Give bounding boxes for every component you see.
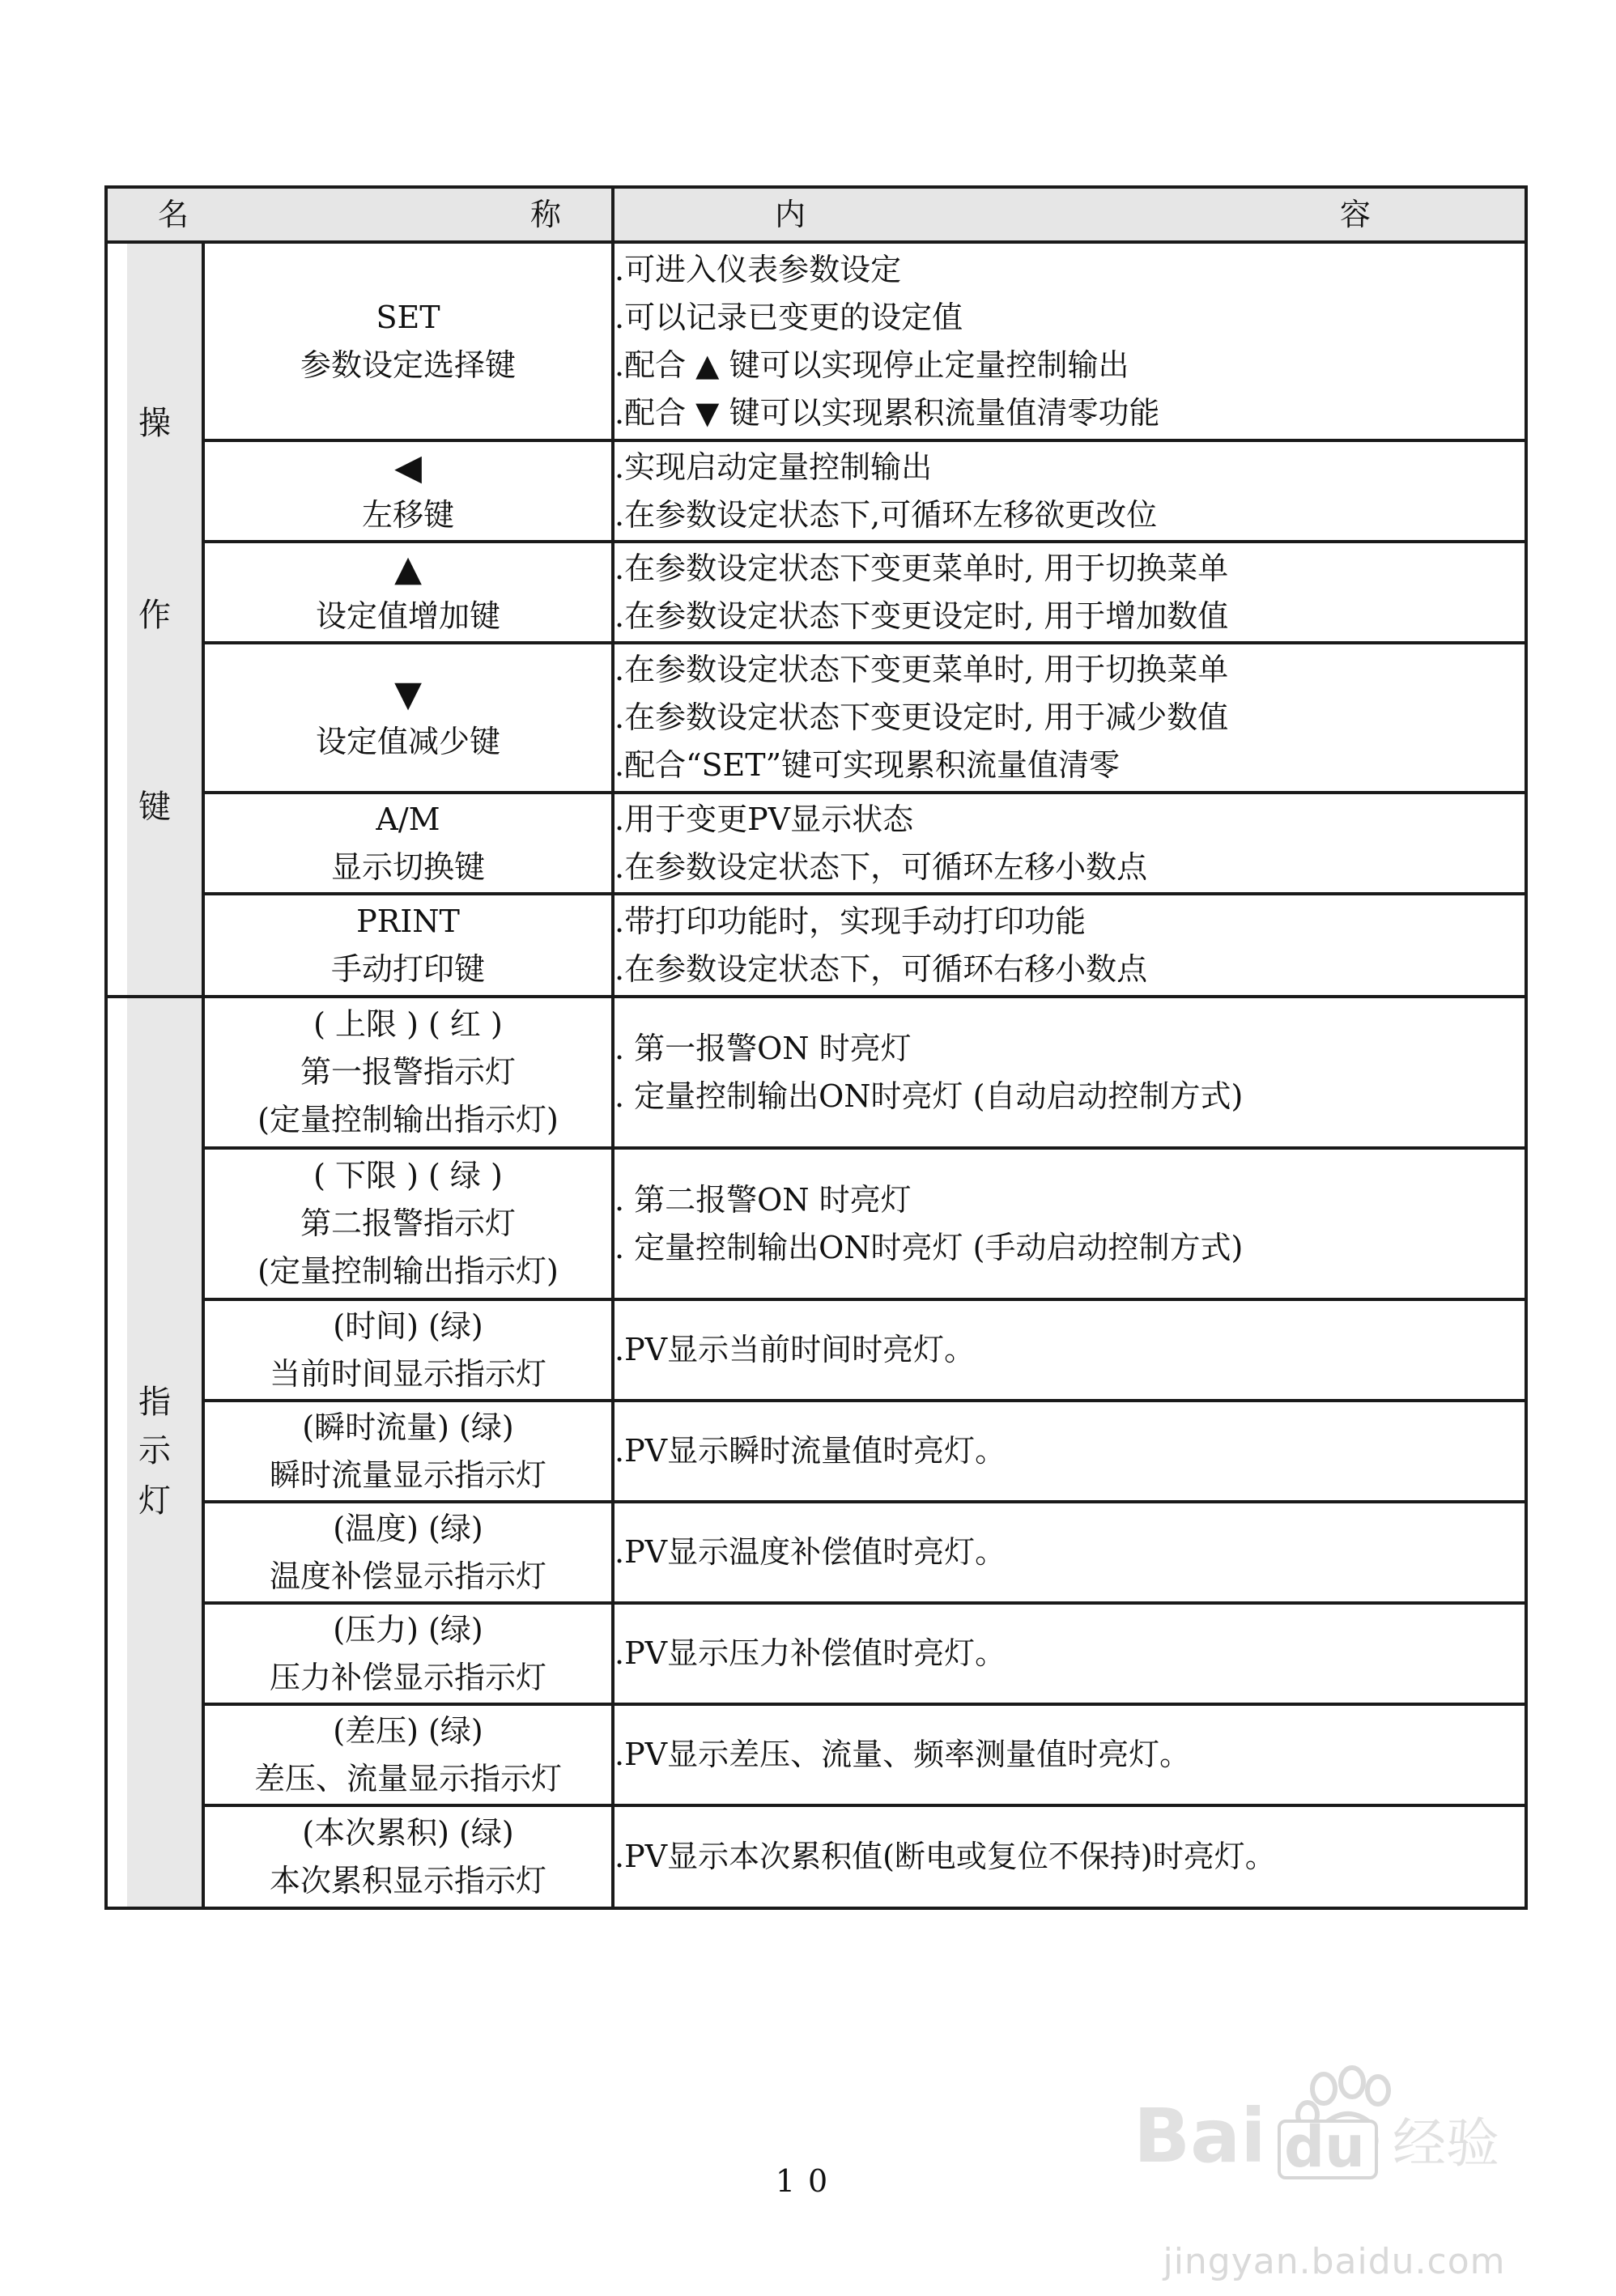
page-number: 10 xyxy=(775,2163,841,2199)
key-desc-set xyxy=(613,242,1526,440)
group-keys xyxy=(106,242,203,997)
light-name-alarm1 xyxy=(203,997,613,1148)
baidu-watermark-logo xyxy=(1133,2040,1522,2234)
group-lights-char-3: 灯 xyxy=(138,1482,171,1520)
key-desc-print xyxy=(613,894,1526,997)
header-name-char-1: 名 xyxy=(158,196,189,232)
light-tag-instant-flow: (瞬时流量) (绿) xyxy=(302,1409,514,1445)
desc-line: .在参数设定状态下变更设定时, 用于增加数值 xyxy=(615,597,1229,634)
light-desc-instant-flow xyxy=(613,1401,1526,1502)
light-title-time: 当前时间显示指示灯 xyxy=(269,1355,546,1392)
light-tag-alarm1: ( 上限 ) ( 红 ) xyxy=(313,1006,503,1042)
light-tag-alarm2: ( 下限 ) ( 绿 ) xyxy=(313,1158,503,1193)
desc-line: . 第一报警ON 时亮灯 xyxy=(615,1030,912,1066)
light-name-temperature xyxy=(203,1502,613,1603)
desc-line: .在参数设定状态下变更设定时, 用于减少数值 xyxy=(615,699,1229,735)
light-sub-alarm2: (定量控制输出指示灯) xyxy=(257,1253,559,1289)
group-lights-char-2: 示 xyxy=(138,1432,171,1469)
down-arrow-icon: ▼ xyxy=(394,673,422,715)
desc-line: .配合 ▲ 键可以实现停止定量控制输出 xyxy=(615,347,1129,383)
desc-line: .配合“SET”键可实现累积流量值清零 xyxy=(615,747,1121,783)
light-title-accumulation: 本次累积显示指示灯 xyxy=(269,1862,546,1898)
light-desc-temperature xyxy=(613,1502,1526,1603)
light-tag-temperature: (温度) (绿) xyxy=(333,1510,483,1546)
key-name-down xyxy=(203,643,613,793)
key-desc-left xyxy=(613,440,1526,542)
light-title-diff-pressure: 差压、流量显示指示灯 xyxy=(253,1760,562,1796)
svg-text:du: du xyxy=(1284,2114,1365,2180)
desc-line: .PV显示瞬时流量值时亮灯。 xyxy=(615,1433,1006,1469)
desc-line: .在参数设定状态下，可循环右移小数点 xyxy=(615,950,1148,987)
desc-line: .在参数设定状态下变更菜单时, 用于切换菜单 xyxy=(615,550,1229,586)
light-name-instant-flow xyxy=(203,1401,613,1502)
desc-line: .可进入仪表参数设定 xyxy=(615,251,902,287)
light-name-accumulation xyxy=(203,1805,613,1908)
light-title-alarm1: 第一报警指示灯 xyxy=(300,1054,516,1090)
light-title-temperature: 温度补偿显示指示灯 xyxy=(269,1558,546,1594)
header-name-cell xyxy=(106,187,613,242)
light-name-alarm2 xyxy=(203,1148,613,1299)
svg-text:Bai: Bai xyxy=(1133,2093,1266,2179)
light-title-instant-flow: 瞬时流量显示指示灯 xyxy=(269,1456,546,1493)
light-tag-pressure: (压力) (绿) xyxy=(333,1611,483,1648)
light-tag-time: (时间) (绿) xyxy=(333,1307,483,1344)
key-name-set xyxy=(203,242,613,440)
key-title-left: 左移键 xyxy=(361,496,454,533)
desc-line: .带打印功能时，实现手动打印功能 xyxy=(615,903,1087,939)
key-label-set: SET xyxy=(376,299,440,335)
key-name-am xyxy=(203,793,613,894)
desc-line: .PV显示差压、流量、频率测量值时亮灯。 xyxy=(615,1737,1191,1772)
light-name-time xyxy=(203,1299,613,1401)
left-arrow-icon: ◀ xyxy=(394,446,422,488)
desc-line: .PV显示本次累积值(断电或复位不保持)时亮灯。 xyxy=(615,1839,1276,1874)
desc-line: .用于变更PV显示状态 xyxy=(615,801,914,837)
group-keys-char-2: 作 xyxy=(138,597,171,634)
desc-line: .实现启动定量控制输出 xyxy=(615,449,933,485)
group-keys-char-3: 键 xyxy=(138,789,171,826)
key-desc-up xyxy=(613,542,1526,643)
light-desc-time xyxy=(613,1299,1526,1401)
desc-line: . 定量控制输出ON时亮灯 (手动启动控制方式) xyxy=(615,1229,1244,1265)
watermark-url: jingyan.baidu.com xyxy=(1163,2241,1506,2282)
key-title-print: 手动打印键 xyxy=(330,950,485,987)
desc-line: .在参数设定状态下，可循环左移小数点 xyxy=(615,848,1148,885)
desc-line: .可以记录已变更的设定值 xyxy=(615,299,963,335)
desc-line: . 第二报警ON 时亮灯 xyxy=(615,1181,912,1218)
light-name-diff-pressure xyxy=(203,1704,613,1805)
light-tag-diff-pressure: (差压) (绿) xyxy=(333,1712,483,1749)
light-desc-diff-pressure xyxy=(613,1704,1526,1805)
header-content-char-2: 容 xyxy=(1339,196,1371,232)
key-title-up: 设定值增加键 xyxy=(315,597,500,634)
group-keys-char-1: 操 xyxy=(138,405,171,442)
desc-line: . 定量控制输出ON时亮灯 (自动启动控制方式) xyxy=(615,1078,1244,1114)
light-title-pressure: 压力补偿显示指示灯 xyxy=(269,1659,546,1695)
key-title-down: 设定值减少键 xyxy=(315,723,500,759)
key-name-left xyxy=(203,440,613,542)
light-sub-alarm1: (定量控制输出指示灯) xyxy=(257,1102,559,1137)
header-content-char-1: 内 xyxy=(775,196,806,232)
light-title-alarm2: 第二报警指示灯 xyxy=(300,1205,516,1241)
key-desc-am xyxy=(613,793,1526,894)
key-name-up xyxy=(203,542,613,643)
light-desc-accumulation xyxy=(613,1805,1526,1908)
light-desc-pressure xyxy=(613,1603,1526,1704)
key-title-set: 参数设定选择键 xyxy=(300,347,516,383)
light-tag-accumulation: (本次累积) (绿) xyxy=(302,1814,514,1851)
header-name-char-2: 称 xyxy=(529,196,561,232)
light-name-pressure xyxy=(203,1603,613,1704)
key-label-am: A/M xyxy=(376,801,440,837)
desc-line: .配合 ▼ 键可以实现累积流量值清零功能 xyxy=(615,394,1160,431)
key-desc-down xyxy=(613,643,1526,793)
svg-text:经验: 经验 xyxy=(1393,2112,1499,2175)
up-arrow-icon: ▲ xyxy=(394,547,422,589)
header-content-cell xyxy=(613,187,1526,242)
desc-line: .PV显示压力补偿值时亮灯。 xyxy=(615,1635,1006,1671)
group-lights xyxy=(106,997,203,1908)
key-label-print: PRINT xyxy=(356,903,460,939)
light-desc-alarm1 xyxy=(613,997,1526,1148)
group-lights-char-1: 指 xyxy=(138,1384,171,1421)
key-name-print xyxy=(203,894,613,997)
light-desc-alarm2 xyxy=(613,1148,1526,1299)
spec-table xyxy=(104,185,1528,1910)
desc-line: .在参数设定状态下变更菜单时, 用于切换菜单 xyxy=(615,652,1229,687)
key-title-am: 显示切换键 xyxy=(330,848,485,885)
desc-line: .PV显示温度补偿值时亮灯。 xyxy=(615,1534,1006,1570)
desc-line: .PV显示当前时间时亮灯。 xyxy=(615,1332,976,1367)
desc-line: .在参数设定状态下,可循环左移欲更改位 xyxy=(615,496,1158,533)
